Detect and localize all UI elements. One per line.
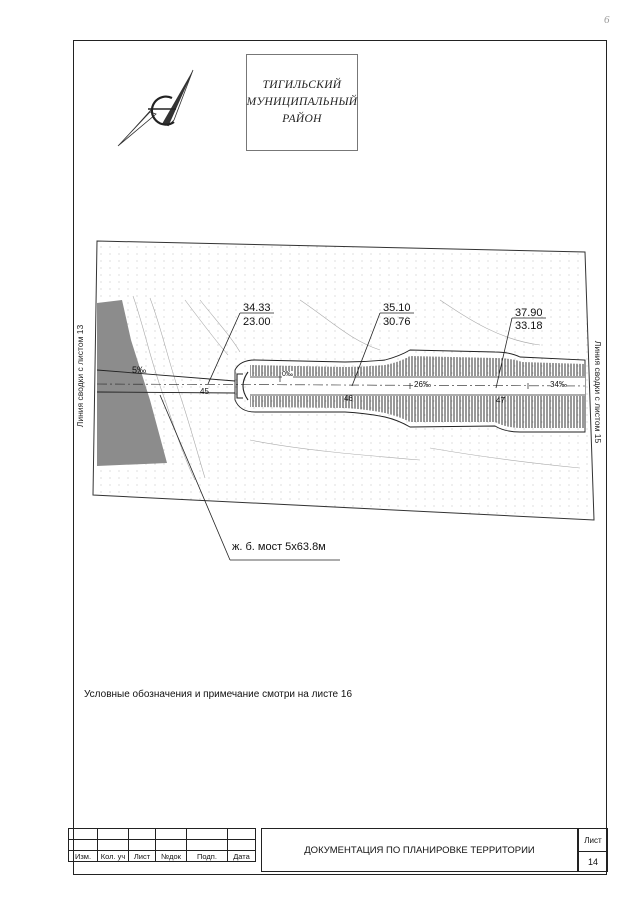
picket-47: 47: [496, 396, 505, 405]
sheet-number: 14: [587, 857, 598, 867]
col-data: Дата: [228, 851, 256, 862]
elevation-3-bottom: 33.18: [515, 320, 543, 332]
grade-label-1: 5‰: [132, 365, 147, 375]
picket-46: 46: [344, 394, 353, 403]
district-line-2: МУНИЦИПАЛЬНЫЙ: [246, 96, 358, 108]
corner-page-mark: 6: [604, 14, 610, 26]
legend-note: Условные обозначения и примечание смотри на листе 16: [84, 689, 353, 700]
district-line-1: ТИГИЛЬСКИЙ: [262, 79, 342, 91]
elevation-1-top: 34.33: [243, 302, 271, 314]
grade-label-4: 34‰: [550, 380, 567, 389]
match-line-right-label: Линия сводки с листом 15: [593, 340, 603, 444]
sheet-label: Лист: [579, 829, 607, 852]
bridge-label: ж. б. мост 5х63.8м: [232, 541, 326, 553]
document-title-text: ДОКУМЕНТАЦИЯ ПО ПЛАНИРОВКЕ ТЕРРИТОРИИ: [304, 844, 535, 856]
col-ndok: №док: [156, 851, 187, 862]
picket-45: 45: [200, 387, 209, 396]
elevation-3-top: 37.90: [515, 307, 543, 319]
elevation-2-bottom: 30.76: [383, 316, 411, 328]
col-kol-uch: Кол. уч: [98, 851, 129, 862]
match-line-left-label: Линия сводки с листом 13: [75, 324, 85, 428]
elevation-2-top: 35.10: [383, 302, 411, 314]
col-podp: Подп.: [187, 851, 228, 862]
document-title: [261, 828, 578, 872]
col-izm: Изм.: [69, 851, 98, 862]
title-block: [68, 828, 608, 872]
sheet-number-box: [578, 828, 608, 872]
district-line-3: РАЙОН: [282, 113, 322, 125]
grade-label-3: 26‰: [414, 380, 431, 389]
revision-table: [68, 828, 256, 862]
elevation-1-bottom: 23.00: [243, 316, 271, 328]
grade-label-2: 0‰: [282, 371, 293, 378]
col-list: Лист: [129, 851, 156, 862]
